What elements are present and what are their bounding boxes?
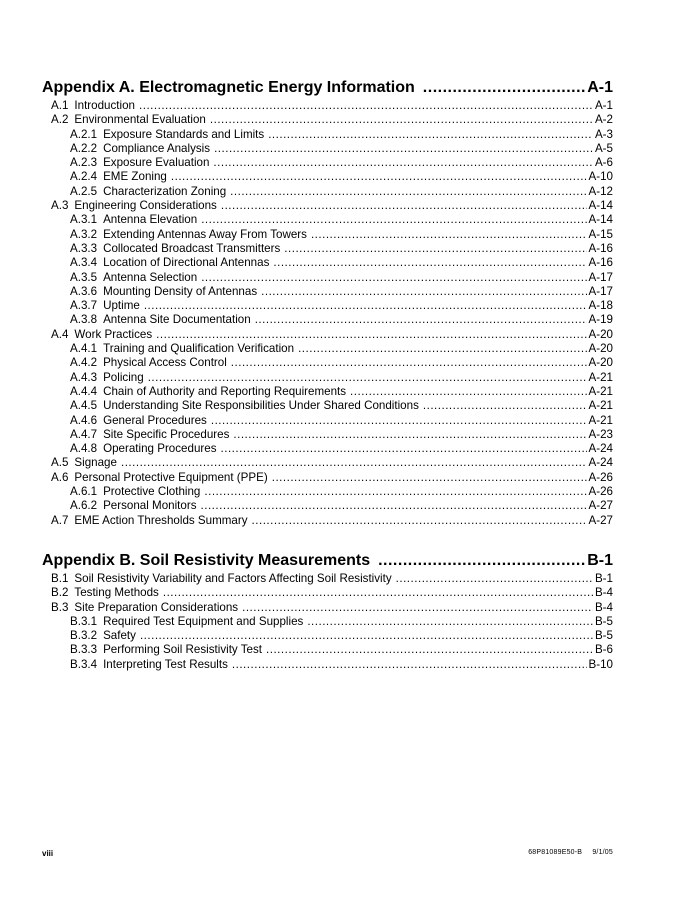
- dot-leader: [213, 156, 593, 170]
- toc-entry-page: A-21: [588, 399, 613, 413]
- dot-leader: [272, 471, 587, 485]
- toc-entry-label: [51, 601, 238, 615]
- toc-entry-title: Training and Qualification Verification: [103, 342, 295, 356]
- toc-entry-label: [70, 485, 200, 499]
- toc-entry-title: Personal Protective Equipment (PPE): [74, 470, 268, 484]
- dot-leader: [148, 371, 587, 385]
- toc-entry-number: A.6: [51, 470, 69, 484]
- dot-leader: [221, 199, 587, 213]
- toc-entry-page: A-21: [588, 384, 613, 398]
- toc-entry: [42, 499, 613, 513]
- toc-entry-title: Signage: [74, 456, 117, 470]
- toc-entry-number: A.4.8: [70, 442, 98, 456]
- appendix-page: A-1: [587, 79, 613, 96]
- toc-entry-number: B.3.1: [70, 614, 98, 628]
- toc-entry: [42, 256, 613, 270]
- toc-entry-page: A-24: [588, 442, 613, 456]
- dot-leader: [233, 428, 586, 442]
- toc-entry-label: [51, 572, 392, 586]
- page-number: viii: [42, 849, 54, 858]
- toc-entry-title: Introduction: [74, 99, 135, 112]
- toc-entry-label: [51, 456, 117, 470]
- toc-entry: [42, 471, 613, 485]
- dot-leader: [242, 601, 593, 615]
- table-of-contents: [42, 77, 613, 672]
- dot-leader: [298, 342, 586, 356]
- toc-entry-page: A-21: [588, 370, 613, 384]
- toc-entry-number: A.4.4: [70, 384, 98, 398]
- toc-entry-label: [70, 442, 217, 456]
- toc-entry-number: A.4.7: [70, 427, 98, 441]
- toc-entry-number: B.3.2: [70, 629, 98, 643]
- dot-leader: [268, 128, 593, 142]
- toc-entry: [42, 342, 613, 356]
- toc-entry-title: Mounting Density of Antennas: [103, 284, 258, 298]
- toc-entry-title: Engineering Considerations: [74, 199, 217, 213]
- toc-entry-number: A.2.1: [70, 127, 98, 141]
- toc-entry-label: [70, 356, 227, 370]
- toc-entry-label: [70, 371, 144, 385]
- toc-entry-number: A.4: [51, 327, 69, 341]
- toc-entry-page: B-5: [594, 614, 613, 628]
- toc-entry-number: A.3.3: [70, 241, 98, 255]
- dot-leader: [350, 385, 586, 399]
- toc-entry: [42, 199, 613, 213]
- toc-entry-page: B-10: [588, 657, 613, 671]
- toc-entry-label: [51, 328, 152, 342]
- toc-entry-number: A.6.1: [70, 485, 98, 499]
- toc-entry-title: General Procedures: [103, 413, 207, 427]
- toc-entry: [42, 299, 613, 313]
- toc-entry-number: A.4.5: [70, 399, 98, 413]
- toc-entry-title: Environmental Evaluation: [74, 113, 206, 127]
- toc-entry-title: Site Preparation Considerations: [74, 600, 239, 614]
- document-date: 9/1/05: [592, 849, 613, 856]
- toc-entry-number: A.6.2: [70, 499, 98, 513]
- toc-entry-number: A.2.2: [70, 141, 98, 155]
- dot-leader: [396, 572, 593, 586]
- dot-leader: [423, 399, 587, 413]
- toc-entry-number: A.3.1: [70, 213, 98, 227]
- toc-entry-page: B-1: [594, 571, 613, 585]
- dot-leader: [378, 550, 585, 572]
- toc-entry: [42, 156, 613, 170]
- toc-entry: [42, 601, 613, 615]
- toc-entry-page: A-23: [588, 427, 613, 441]
- dot-leader: [232, 658, 587, 672]
- toc-entry-label: [51, 113, 206, 127]
- toc-entry-label: [70, 629, 136, 643]
- toc-entry-label: [70, 256, 269, 270]
- toc-entry: [42, 414, 613, 428]
- toc-entry-label: [51, 586, 159, 600]
- dot-leader: [121, 456, 587, 470]
- toc-entry-label: [70, 128, 264, 142]
- toc-entry-number: A.2.3: [70, 156, 98, 170]
- toc-entry: [42, 442, 613, 456]
- toc-entry: [42, 485, 613, 499]
- toc-entry: [42, 313, 613, 327]
- toc-entry-title: Policing: [103, 370, 144, 384]
- toc-entry: [42, 271, 613, 285]
- dot-leader: [273, 256, 586, 270]
- toc-entry-page: B-5: [594, 629, 613, 643]
- toc-entry-label: [51, 199, 217, 213]
- toc-entry: [42, 185, 613, 199]
- toc-entry-number: A.3.4: [70, 256, 98, 270]
- toc-entry: [42, 586, 613, 600]
- toc-entry-page: A-12: [588, 184, 613, 198]
- toc-entry-label: [70, 285, 257, 299]
- toc-entry: [42, 629, 613, 643]
- toc-entry-title: Personal Monitors: [103, 499, 197, 513]
- appendix-heading: [42, 77, 613, 99]
- toc-entry-page: A-20: [588, 327, 613, 341]
- dot-leader: [204, 485, 586, 499]
- toc-entry-title: Interpreting Test Results: [103, 657, 228, 671]
- dot-leader: [311, 228, 587, 242]
- toc-entry-number: A.3: [51, 199, 69, 213]
- toc-entry-page: A-27: [588, 513, 613, 527]
- toc-entry-label: [70, 342, 294, 356]
- dot-leader: [210, 113, 593, 127]
- toc-entry-page: A-15: [588, 227, 613, 241]
- dot-leader: [252, 514, 587, 528]
- dot-leader: [201, 213, 586, 227]
- toc-entry-title: EME Zoning: [103, 170, 167, 184]
- toc-entry-number: A.7: [51, 513, 69, 527]
- toc-entry-title: Uptime: [103, 299, 140, 313]
- toc-entry-label: [70, 170, 167, 184]
- toc-entry-page: A-1: [594, 99, 613, 112]
- toc-entry-label: [70, 185, 226, 199]
- toc-entry-page: A-14: [588, 213, 613, 227]
- toc-entry: [42, 128, 613, 142]
- appendix-page: B-1: [587, 551, 613, 569]
- toc-entry-number: A.2.5: [70, 184, 98, 198]
- toc-entry-label: [70, 299, 140, 313]
- toc-entry: [42, 99, 613, 113]
- toc-entry-number: A.3.2: [70, 227, 98, 241]
- toc-entry: [42, 658, 613, 672]
- toc-entry: [42, 228, 613, 242]
- toc-entry-page: A-5: [594, 141, 613, 155]
- toc-entry-number: A.3.5: [70, 270, 98, 284]
- toc-entry-page: A-16: [588, 256, 613, 270]
- dot-leader: [211, 414, 587, 428]
- toc-entry-page: B-4: [594, 586, 613, 600]
- toc-entry-number: A.5: [51, 456, 69, 470]
- toc-entry: [42, 242, 613, 256]
- toc-entry-number: A.1: [51, 99, 69, 112]
- toc-entry-title: Site Specific Procedures: [103, 427, 230, 441]
- toc-entry-page: A-26: [588, 470, 613, 484]
- toc-entry-label: [51, 514, 248, 528]
- toc-entry-title: Performing Soil Resistivity Test: [103, 643, 263, 657]
- toc-entry-page: B-6: [594, 643, 613, 657]
- toc-entry-label: [70, 228, 307, 242]
- toc-entry-page: A-17: [588, 284, 613, 298]
- toc-entry-page: A-10: [588, 170, 613, 184]
- toc-entry-title: Chain of Authority and Reporting Requirements: [103, 384, 347, 398]
- dot-leader: [231, 356, 587, 370]
- toc-entry: [42, 142, 613, 156]
- toc-entry-title: Antenna Site Documentation: [103, 313, 251, 327]
- toc-entry-label: [70, 385, 346, 399]
- toc-entry: [42, 399, 613, 413]
- toc-entry-number: B.2: [51, 586, 69, 600]
- toc-entry-label: [70, 271, 197, 285]
- dot-leader: [230, 185, 586, 199]
- toc-entry-title: Understanding Site Responsibilities Under Shared Conditions: [103, 399, 419, 413]
- appendix-title: Appendix B. Soil Resistivity Measurements: [42, 551, 371, 569]
- toc-entry-page: A-24: [588, 456, 613, 470]
- toc-entry: [42, 643, 613, 657]
- toc-entry-number: A.2: [51, 113, 69, 127]
- toc-entry-label: [70, 399, 419, 413]
- toc-entry-label: [70, 615, 303, 629]
- toc-entry: [42, 113, 613, 127]
- dot-leader: [156, 328, 586, 342]
- dot-leader: [144, 299, 587, 313]
- toc-entry-title: Safety: [103, 629, 136, 643]
- dot-leader: [284, 242, 586, 256]
- toc-entry-label: [70, 242, 280, 256]
- dot-leader: [171, 170, 587, 184]
- toc-entry: [42, 572, 613, 586]
- toc-entry-title: Exposure Standards and Limits: [103, 127, 265, 141]
- toc-entry-label: [70, 313, 251, 327]
- toc-entry-page: A-21: [588, 413, 613, 427]
- toc-entry-label: [70, 499, 197, 513]
- toc-entry-number: A.4.1: [70, 342, 98, 356]
- toc-entry-title: Location of Directional Antennas: [103, 256, 270, 270]
- toc-entry: [42, 285, 613, 299]
- dot-leader: [261, 285, 586, 299]
- footer-doc-info: [528, 849, 613, 856]
- toc-entry-title: Soil Resistivity Variability and Factors Affecting Soil Resistivity: [74, 571, 392, 585]
- toc-entry-title: Testing Methods: [74, 586, 159, 600]
- toc-entry-label: [70, 658, 228, 672]
- appendix-title: Appendix A. Electromagnetic Energy Information: [42, 79, 415, 96]
- dot-leader: [163, 586, 593, 600]
- toc-entry: [42, 456, 613, 470]
- toc-entry-title: Required Test Equipment and Supplies: [103, 614, 304, 628]
- toc-entry-number: A.3.7: [70, 299, 98, 313]
- toc-entry-title: Characterization Zoning: [103, 184, 227, 198]
- toc-entry-number: A.2.4: [70, 170, 98, 184]
- toc-entry-page: A-6: [594, 156, 613, 170]
- toc-entry-title: Extending Antennas Away From Towers: [103, 227, 307, 241]
- toc-entry-label: [70, 213, 197, 227]
- toc-entry-page: A-26: [588, 485, 613, 499]
- dot-leader: [266, 643, 593, 657]
- toc-entry-title: Compliance Analysis: [103, 141, 211, 155]
- toc-entry: [42, 328, 613, 342]
- dot-leader: [201, 271, 586, 285]
- toc-entry-number: B.3: [51, 600, 69, 614]
- toc-entry-title: Physical Access Control: [103, 356, 227, 370]
- toc-entry-page: A-20: [588, 342, 613, 356]
- toc-entry-number: A.4.2: [70, 356, 98, 370]
- toc-entry-label: [70, 156, 209, 170]
- toc-entry-label: [70, 142, 210, 156]
- toc-entry: [42, 170, 613, 184]
- toc-entry-number: A.3.8: [70, 313, 98, 327]
- dot-leader: [139, 99, 593, 113]
- toc-entry: [42, 615, 613, 629]
- toc-entry: [42, 428, 613, 442]
- toc-entry-title: Operating Procedures: [103, 442, 217, 456]
- toc-entry: [42, 371, 613, 385]
- toc-entry-title: Exposure Evaluation: [103, 156, 210, 170]
- toc-entry-number: B.1: [51, 571, 69, 585]
- document-number: 68P81089E50-B: [528, 849, 583, 856]
- toc-entry-label: [70, 414, 207, 428]
- toc-entry-number: A.4.3: [70, 370, 98, 384]
- toc-entry-label: [51, 99, 135, 113]
- toc-entry-title: Antenna Selection: [103, 270, 198, 284]
- toc-entry-page: A-27: [588, 499, 613, 513]
- toc-entry-page: A-20: [588, 356, 613, 370]
- toc-entry-label: [51, 471, 268, 485]
- toc-entry-page: A-3: [594, 127, 613, 141]
- toc-entry-label: [70, 643, 262, 657]
- toc-entry: [42, 356, 613, 370]
- toc-entry: [42, 514, 613, 528]
- toc-entry-number: B.3.4: [70, 657, 98, 671]
- toc-entry-page: A-16: [588, 241, 613, 255]
- toc-entry-number: A.3.6: [70, 284, 98, 298]
- toc-entry-title: Protective Clothing: [103, 485, 201, 499]
- toc-entry: [42, 385, 613, 399]
- toc-entry-title: Work Practices: [74, 327, 153, 341]
- toc-entry-page: A-18: [588, 299, 613, 313]
- toc-entry-page: B-4: [594, 600, 613, 614]
- toc-entry-number: B.3.3: [70, 643, 98, 657]
- toc-entry: [42, 213, 613, 227]
- toc-entry-number: A.4.6: [70, 413, 98, 427]
- dot-leader: [221, 442, 587, 456]
- toc-entry-label: [70, 428, 229, 442]
- toc-entry-title: Collocated Broadcast Transmitters: [103, 241, 281, 255]
- toc-entry-page: A-14: [588, 199, 613, 213]
- toc-entry-title: EME Action Thresholds Summary: [74, 513, 248, 527]
- dot-leader: [214, 142, 593, 156]
- toc-entry-page: A-17: [588, 270, 613, 284]
- dot-leader: [140, 629, 593, 643]
- toc-entry-page: A-2: [594, 113, 613, 127]
- toc-entry-page: A-19: [588, 313, 613, 327]
- appendix-heading: [42, 550, 613, 572]
- dot-leader: [307, 615, 593, 629]
- dot-leader: [201, 499, 587, 513]
- toc-entry-title: Antenna Elevation: [103, 213, 198, 227]
- dot-leader: [255, 313, 587, 327]
- dot-leader: [423, 77, 585, 99]
